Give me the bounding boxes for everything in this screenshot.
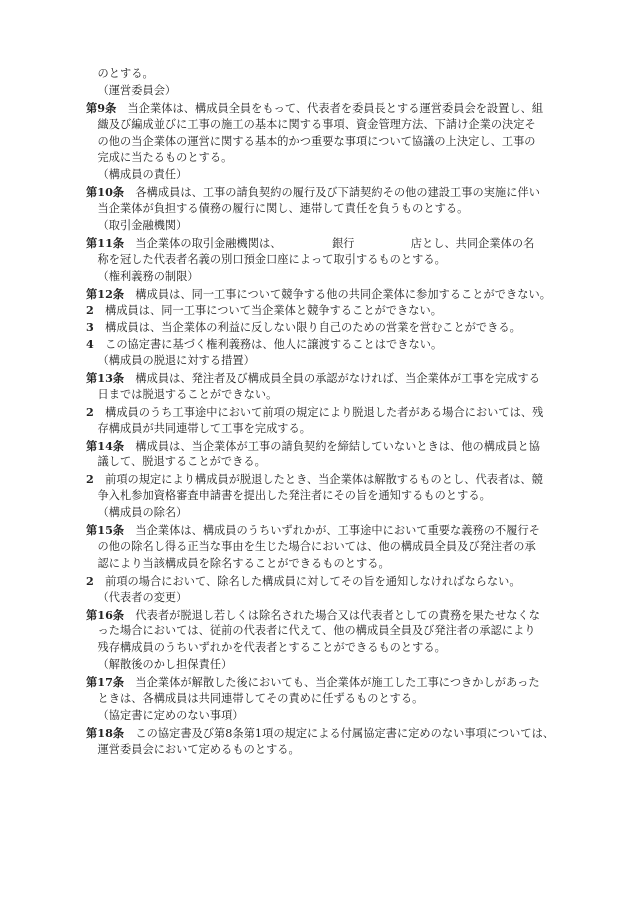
- section-heading: [86, 708, 586, 725]
- continuation-line: [86, 454, 586, 471]
- paragraph-number: 3: [86, 320, 94, 335]
- paragraph-number: 2: [86, 303, 94, 318]
- line-text: この協定書及び第8条第1項の規定による付属協定書に定めのない事項については、: [124, 726, 555, 740]
- line-text: の他の除名し得る正当な事由を生じた場合においては、他の構成員全員及び発注者の承: [97, 539, 536, 553]
- line-text: 前項の規定により構成員が脱退したとき、当企業体は解散するものとし、代表者は、競: [93, 473, 543, 487]
- line-text: 当企業体は、構成員全員をもって、代表者を委員長とする運営委員会を設置し、組: [116, 101, 544, 115]
- article-number: 第14条: [86, 438, 125, 453]
- continuation-line: [86, 201, 586, 218]
- continuation-line: [86, 556, 586, 573]
- section-heading: [86, 590, 586, 607]
- paragraph-number: 4: [86, 337, 94, 352]
- article-number: 第15条: [86, 523, 125, 538]
- line-text: （解散後のかし担保責任）: [97, 658, 233, 672]
- line-text: 各構成員は、工事の請負契約の履行及び下請契約その他の建設工事の実施に伴い: [124, 186, 540, 200]
- article-number: 第10条: [86, 185, 125, 200]
- article-number: 第16条: [86, 607, 125, 622]
- continuation-line: [86, 742, 586, 759]
- line-text: 織及び編成並びに工事の施工の基本に関する事項、資金管理方法、下請け企業の決定そ: [97, 117, 536, 131]
- continuation-line: [86, 117, 586, 134]
- line-text: （代表者の変更）: [97, 590, 188, 604]
- article-line: [86, 438, 586, 455]
- continuation-line: [86, 421, 586, 438]
- line-text: 当企業体が負担する債務の履行に関し、連帯して責任を負うものとする。: [97, 202, 469, 216]
- paragraph-number: 2: [86, 573, 94, 588]
- line-text: 構成員は、当企業体が工事の請負契約を締結していないときは、他の構成員と協: [124, 439, 540, 453]
- line-text: （構成員の脱退に対する措置）: [97, 354, 255, 368]
- article-number: 第13条: [86, 371, 125, 386]
- paragraph-line: [86, 336, 586, 353]
- section-heading: [86, 657, 586, 674]
- line-text: 残存構成員のうちいずれかを代表者とすることができるものとする。: [97, 641, 446, 655]
- line-text: （権利義務の制限）: [97, 269, 199, 283]
- document-body: [86, 66, 586, 759]
- section-heading: [86, 269, 586, 286]
- paragraph-line: [86, 302, 586, 319]
- line-text: 議して、脱退することができる。: [97, 455, 266, 469]
- line-text: 代表者が脱退し若しくは除名された場合又は代表者としての責務を果たせなくな: [124, 608, 540, 622]
- paragraph-number: 2: [86, 472, 94, 487]
- continuation-line: [86, 66, 586, 83]
- continuation-line: [86, 150, 586, 167]
- paragraph-number: 2: [86, 404, 94, 419]
- line-text: （構成員の責任）: [97, 168, 188, 182]
- article-number: 第11条: [86, 235, 125, 250]
- line-text: この協定書に基づく権利義務は、他人に譲渡することはできない。: [93, 338, 443, 352]
- line-text: の他の当企業体の運営に関する基本的かつ重要な事項について協議の上決定し、工事の: [97, 134, 536, 148]
- section-heading: [86, 218, 586, 235]
- continuation-line: [86, 387, 586, 404]
- line-text: 構成員は、当企業体の利益に反しない限り自己のための営業を営むことができる。: [93, 321, 521, 335]
- paragraph-line: [86, 404, 586, 421]
- article-line: [86, 370, 586, 387]
- continuation-line: [86, 252, 586, 269]
- article-line: [86, 674, 586, 691]
- line-text: 構成員のうち工事途中において前項の規定により脱退した者がある場合においては、残: [93, 405, 544, 419]
- section-heading: [86, 167, 586, 184]
- article-number: 第12条: [86, 286, 125, 301]
- line-text: のとする。: [97, 67, 154, 80]
- line-text: 当企業体の取引金融機関は、 銀行 店とし、共同企業体の名: [124, 236, 535, 250]
- article-line: [86, 184, 586, 201]
- article-line: [86, 607, 586, 624]
- continuation-line: [86, 539, 586, 556]
- line-text: 構成員は、同一工事について当企業体と競争することができない。: [93, 304, 442, 318]
- line-text: 当企業体は、構成員のうちいずれかが、工事途中において重要な義務の不履行そ: [124, 524, 540, 538]
- line-text: 完成に当たるものとする。: [97, 151, 233, 165]
- article-line: [86, 522, 586, 539]
- line-text: 認により当該構成員を除名することができるものとする。: [97, 556, 390, 570]
- article-number: 第18条: [86, 725, 125, 740]
- line-text: （構成員の除名）: [97, 506, 188, 520]
- article-line: [86, 100, 586, 117]
- article-line: [86, 725, 586, 742]
- line-text: 当企業体が解散した後においても、当企業体が施工した工事につきかしがあった: [124, 676, 540, 690]
- paragraph-line: [86, 319, 586, 336]
- line-text: った場合においては、従前の代表者に代えて、他の構成員全員及び発注者の承認により: [97, 624, 536, 638]
- continuation-line: [86, 134, 586, 151]
- line-text: 存構成員が共同連帯して工事を完成する。: [97, 421, 312, 435]
- paragraph-line: [86, 471, 586, 488]
- line-text: ときは、各構成員は共同連帯してその責めに任ずるものとする。: [97, 691, 424, 705]
- line-text: 運営委員会において定めるものとする。: [97, 742, 300, 756]
- section-heading: [86, 83, 586, 100]
- continuation-line: [86, 488, 586, 505]
- line-text: （取引金融機関）: [97, 219, 188, 233]
- line-text: 前項の場合において、除名した構成員に対してその旨を通知しなければならない。: [93, 574, 521, 588]
- continuation-line: [86, 623, 586, 640]
- line-text: （運営委員会）: [97, 83, 177, 97]
- section-heading: [86, 505, 586, 522]
- section-heading: [86, 353, 586, 370]
- article-number: 第17条: [86, 675, 125, 690]
- paragraph-line: [86, 573, 586, 590]
- line-text: 構成員は、同一工事について競争する他の共同企業体に参加することができない。: [124, 287, 551, 301]
- article-line: [86, 235, 586, 252]
- line-text: 争入札参加資格審査申請書を提出した発注者にその旨を通知するものとする。: [97, 489, 491, 503]
- line-text: （協定書に定めのない事項）: [97, 708, 244, 722]
- line-text: 日までは脱退することができない。: [97, 387, 278, 401]
- article-line: [86, 286, 586, 303]
- continuation-line: [86, 640, 586, 657]
- continuation-line: [86, 691, 586, 708]
- line-text: 構成員は、発注者及び構成員全員の承認がなければ、当企業体が工事を完成する: [124, 372, 540, 386]
- article-number: 第9条: [86, 100, 117, 115]
- line-text: 称を冠した代表者名義の別口預金口座によって取引するものとする。: [97, 252, 446, 266]
